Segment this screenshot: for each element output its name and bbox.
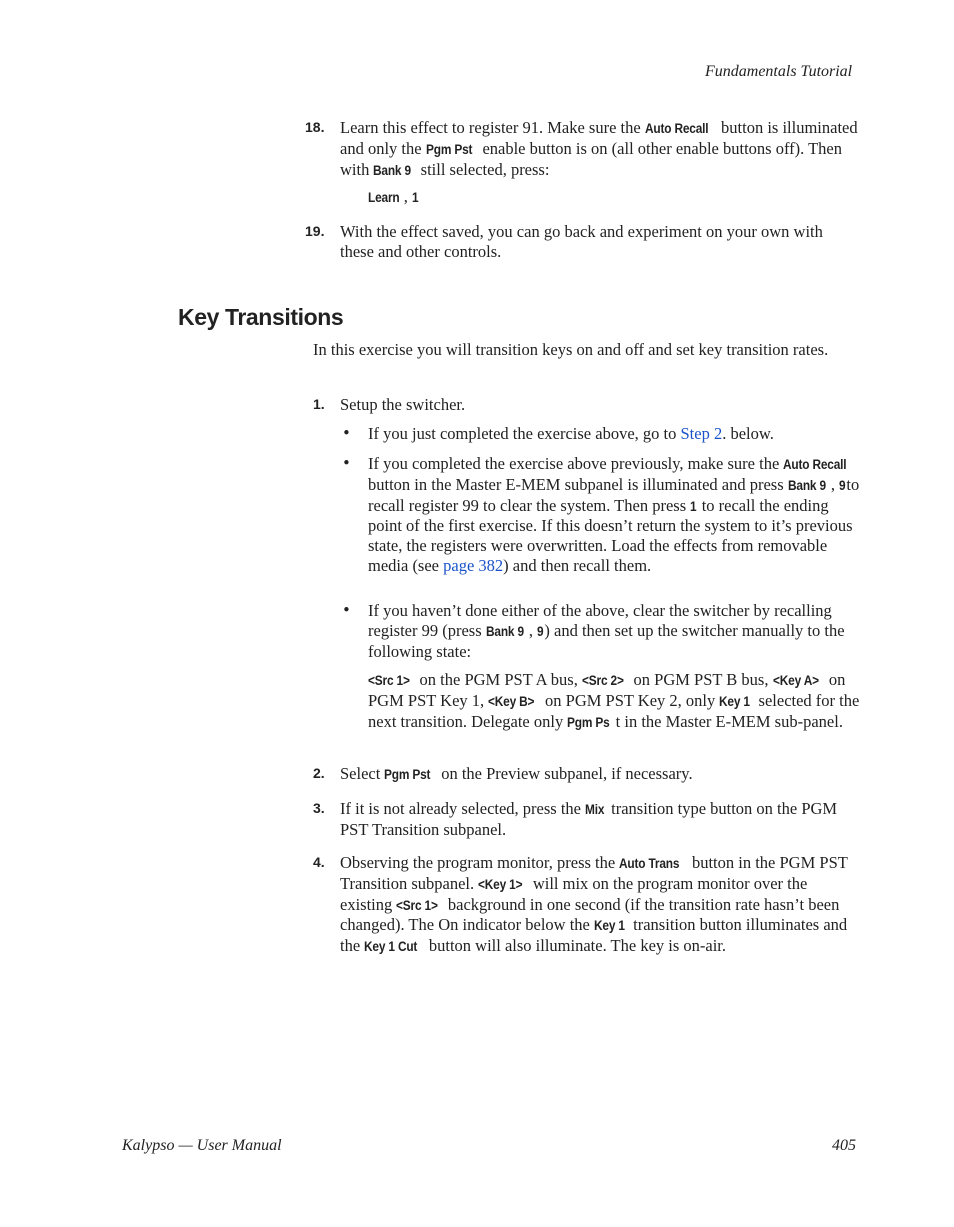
step-18-text: Learn this effect to register 91. Make sure the Auto Recall button is illuminated and only the Pgm Pst enable button is on (all other enable buttons off). Then with Bank 9 still selected, press: xyxy=(340,118,858,179)
page-382-link[interactable]: page 382 xyxy=(443,555,504,575)
step-1-text: Setup the switcher. xyxy=(340,395,466,414)
intro-paragraph: In this exercise you will transition keys on and off and set key transition rates. xyxy=(313,340,829,359)
key-1-ref: <Key 1> xyxy=(478,876,523,892)
step-number: 3. xyxy=(313,800,325,816)
step-4-text: Observing the program monitor, press the Auto Trans button in the PGM PST Transition subpanel. <Key 1> will mix on the program monitor over the existing <Src 1> background in one second (if the transition rate hasn’t been changed). The On indicator below the Key 1 transition button illuminates and the Key 1 Cut button will also illuminate. The key is on-air. xyxy=(340,853,848,956)
footer-manual-title: Kalypso — User Manual xyxy=(122,1137,282,1154)
src-2-ref: <Src 2> xyxy=(581,673,624,688)
key-1-cut-button-ref: Key 1 Cut xyxy=(364,939,418,955)
step-number: 18. xyxy=(305,119,325,135)
switcher-state-text: <Src 1> on the PGM PST A bus, <Src 2> on PGM PST B bus, <Key A> on PGM PST Key 1, <Key B> on PGM PST Key 2, only Key 1 selected for the next transition. Delegate only Pgm Ps t in the Master E-MEM sub-panel. xyxy=(368,670,860,731)
bullet-3-text: If you haven’t done either of the above, clear the switcher by recalling register 99 (press Bank 9 , 9) and then set up the switcher manually to the following state: xyxy=(368,601,845,661)
section-title: Key Transitions xyxy=(178,304,344,330)
one-button-ref: 1 xyxy=(412,190,419,205)
bank-9-button-ref: Bank 9 xyxy=(787,477,826,493)
key-1-button-ref: Key 1 xyxy=(719,693,751,709)
learn-button-ref: Learn xyxy=(368,190,400,205)
nine-button-ref: 9 xyxy=(839,477,846,493)
key-a-ref: <Key A> xyxy=(772,673,819,688)
key-1-button-ref: Key 1 xyxy=(594,918,625,934)
step-number: 2. xyxy=(313,765,325,781)
bank-9-button-ref: Bank 9 xyxy=(373,162,412,178)
mix-button-ref: Mix xyxy=(585,802,605,817)
auto-recall-button-ref: Auto Recall xyxy=(783,457,847,472)
pgm-pst-button-ref: Pgm Pst xyxy=(425,141,473,157)
step-number: 1. xyxy=(313,396,325,412)
bank-9-button-ref: Bank 9 xyxy=(485,623,524,639)
bullet: • xyxy=(342,424,351,442)
step-3-text: If it is not already selected, press the Mix transition type button on the PGM PST Transition subpanel. xyxy=(340,799,838,839)
one-button-ref: 1 xyxy=(690,498,697,514)
key-b-ref: <Key B> xyxy=(488,693,535,709)
step-18-press: Learn , 1 xyxy=(368,187,419,206)
step-2-link[interactable]: Step 2 xyxy=(680,424,723,443)
step-19-text: With the effect saved, you can go back and experiment on your own with these and other controls. xyxy=(340,222,823,261)
auto-recall-button-ref: Auto Recall xyxy=(644,121,709,136)
step-number: 19. xyxy=(305,223,325,239)
nine-button-ref: 9 xyxy=(537,623,544,639)
src-1-ref: <Src 1> xyxy=(368,673,410,688)
running-header: Fundamentals Tutorial xyxy=(705,63,853,80)
src-1-ref: <Src 1> xyxy=(396,897,439,913)
bullet: • xyxy=(342,601,351,619)
pgm-pst-button-ref: Pgm Pst xyxy=(384,767,431,782)
bullet-2-text: If you completed the exercise above previously, make sure the Auto Recall button in the Master E-MEM subpanel is illuminated and press Bank 9 , 9to recall register 99 to clear the system. Then press 1 to recall the ending point of the first exercise. If this doesn’t return the system to it’s previous state, the registers were overwritten. Load the effects from removable media (see page 382) and then recall them. xyxy=(368,454,860,575)
step-2-text: Select Pgm Pst on the Preview subpanel, if necessary. xyxy=(340,764,693,783)
auto-trans-button-ref: Auto Trans xyxy=(619,856,680,871)
pgm-pst-button-ref: Pgm Ps xyxy=(567,714,610,730)
page-number: 405 xyxy=(832,1137,856,1154)
bullet-1-text: If you just completed the exercise above, go to Step 2. below. xyxy=(368,424,774,443)
step-number: 4. xyxy=(313,854,325,870)
bullet: • xyxy=(342,454,351,472)
